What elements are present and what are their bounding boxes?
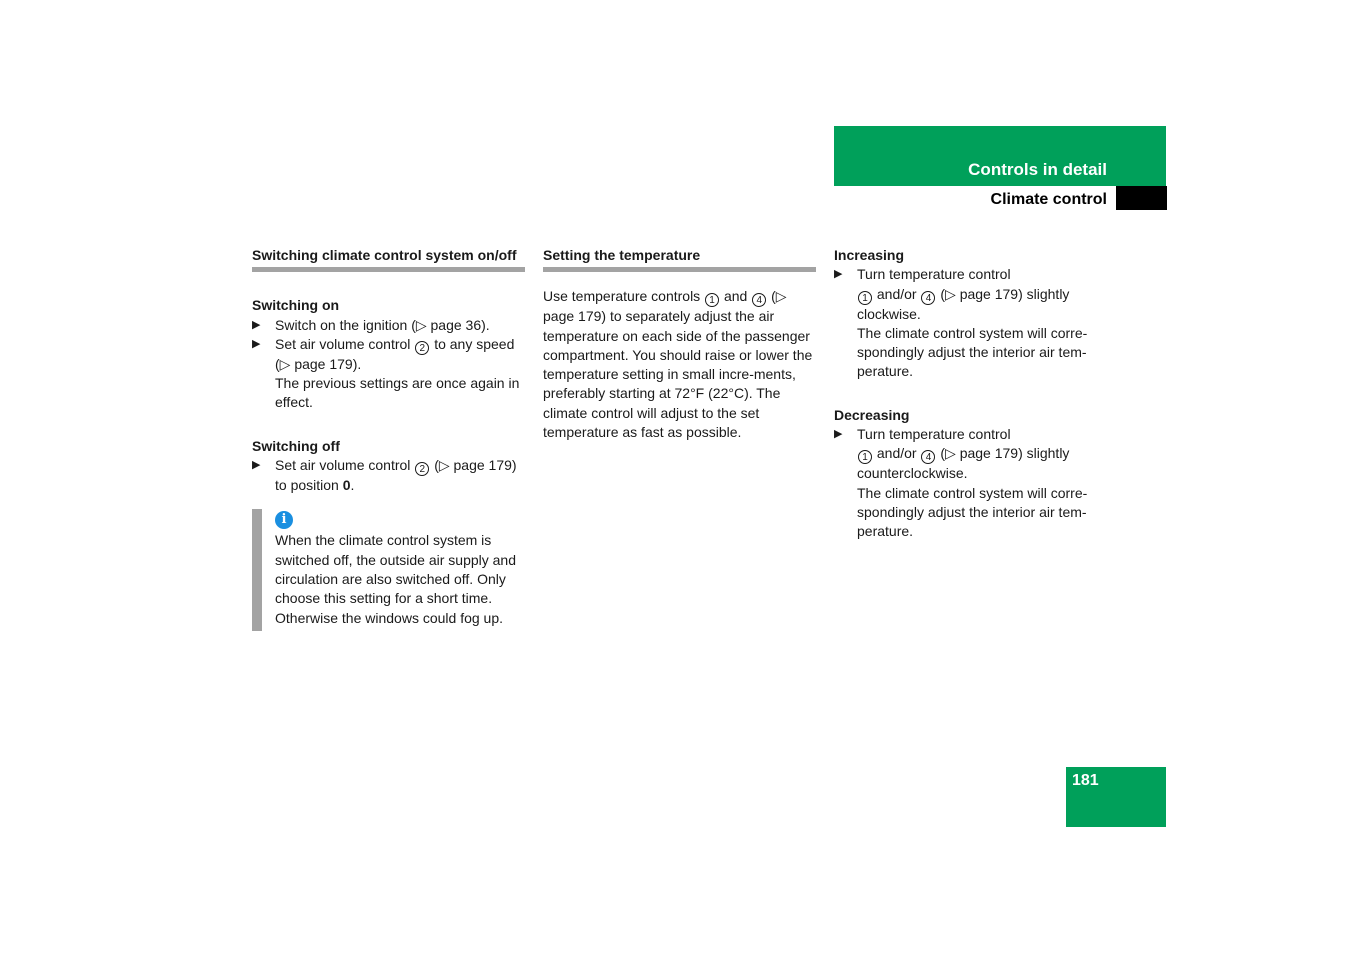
- bullet-arrow-icon: ▶: [834, 268, 843, 281]
- result-text: The climate control system will corre-spondingly adjust the interior air tem-perature.: [857, 324, 1088, 380]
- callout-number: 4: [752, 293, 766, 307]
- step-text: Set air volume control: [275, 457, 411, 474]
- bullet-arrow-icon: ▶: [834, 428, 843, 441]
- callout-number: 1: [705, 293, 719, 307]
- subheading-switching-off: Switching off: [252, 437, 340, 454]
- step-air-volume-off: [252, 456, 525, 495]
- result-text: The previous settings are once again in effect.: [275, 375, 520, 411]
- heading-setting-temperature: Setting the temperature: [543, 246, 816, 272]
- step-text: Turn temperature control: [857, 266, 1011, 283]
- step-ignition: [252, 316, 525, 335]
- result-text: The climate control system will corre-spondingly adjust the interior air tem-perature.: [857, 484, 1088, 540]
- callout-number: 2: [415, 341, 429, 355]
- subsection-title: Climate control: [990, 191, 1107, 208]
- bullet-arrow-icon: ▶: [252, 459, 261, 472]
- step-text: (▷ page 179) to position: [275, 457, 517, 494]
- callout-number: 4: [921, 291, 935, 305]
- step-text: Turn temperature control: [857, 426, 1011, 443]
- step-text: (▷ page 179) slightly counterclockwise.: [857, 445, 1070, 482]
- step-increase: [834, 265, 1106, 324]
- bullet-arrow-icon: ▶: [252, 318, 261, 331]
- section-title: Controls in detail: [968, 160, 1107, 179]
- note-text: When the climate control system is switched off, the outside air supply and circulation are also switched off. Only choose this setting for a short time. Otherwise the windows could fog up.: [275, 532, 517, 626]
- column-setting-temperature: [543, 246, 816, 442]
- step-text: and/or: [876, 445, 917, 462]
- step-air-volume-on: [252, 335, 525, 374]
- bullet-arrow-icon: ▶: [252, 337, 261, 350]
- paragraph-text: (▷ page 179) to separately adjust the air temperature on each side of the passenger compartment. You should raise or lower the temperature setting in small incre-ments, preferably starting at 72°F (22°C). The climate control will adjust to the set temperature as fast as possible.: [543, 288, 813, 441]
- step-text: Set air volume control: [275, 335, 411, 352]
- step-text: and/or: [876, 285, 917, 302]
- callout-number: 2: [415, 462, 429, 476]
- position-value: 0: [342, 477, 351, 494]
- callout-number: 1: [858, 291, 872, 305]
- paragraph-text: and: [723, 288, 748, 305]
- page-number: 181: [1072, 772, 1099, 789]
- temperature-paragraph: [543, 287, 816, 442]
- info-note: [252, 509, 525, 627]
- callout-number: 1: [858, 450, 872, 464]
- step-decrease: [834, 425, 1106, 484]
- step-text: (▷ page 179) slightly clockwise.: [857, 285, 1070, 322]
- subheading-switching-on: Switching on: [252, 297, 340, 314]
- column-increase-decrease: [834, 246, 1106, 542]
- column-switching: [252, 246, 525, 628]
- subheading-increasing: Increasing: [834, 247, 905, 263]
- step-ignition-text: Switch on the ignition (▷ page 36).: [275, 316, 490, 333]
- subheading-decreasing: Decreasing: [834, 406, 910, 423]
- step-text: .: [350, 477, 355, 494]
- heading-switching-on-off: Switching climate control system on/off: [252, 246, 525, 272]
- step-text: to any speed (▷ page 179).: [275, 335, 515, 372]
- info-icon: i: [275, 511, 293, 529]
- callout-number: 4: [921, 450, 935, 464]
- section-tab-marker: [1116, 186, 1167, 210]
- paragraph-text: Use temperature controls: [543, 288, 701, 305]
- note-bar: [252, 509, 262, 631]
